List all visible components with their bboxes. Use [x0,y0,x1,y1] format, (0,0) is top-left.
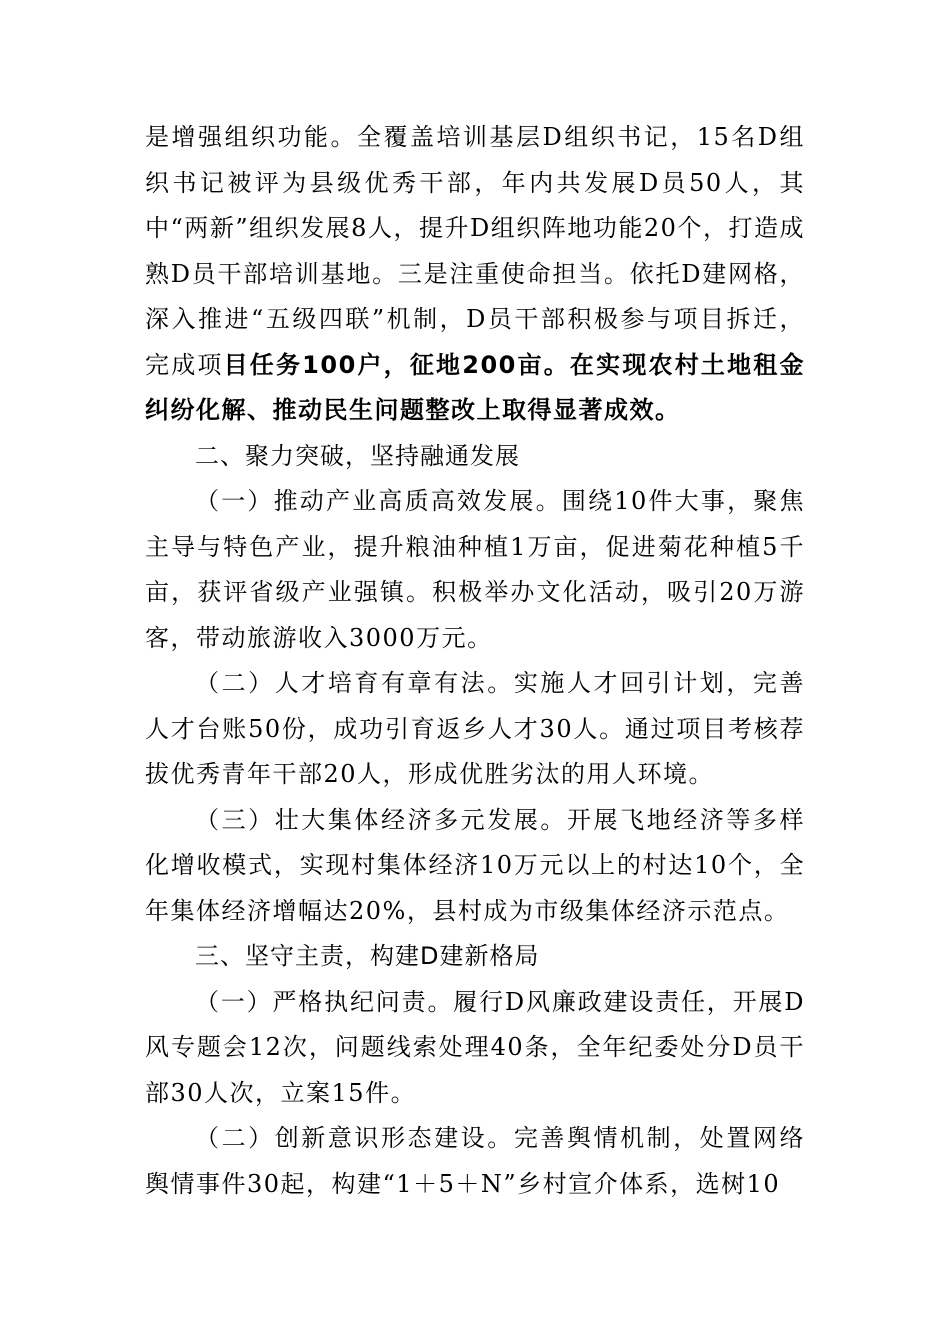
paragraph-industry: （一）推动产业高质高效发展。围绕10件大事，聚焦主导与特色产业，提升粮油种植1万亩，促进菊花种植5千亩，获评省级产业强镇。积极举办文化活动，吸引20万游客，带动旅游收入3000万元。 [145,487,805,652]
paragraph-text: 是增强组织功能。全覆盖培训基层D组织书记，15名D组织书记被评为县级优秀干部，年内共发展D员50人，其中“两新”组织发展8人，提升D组织阵地功能20个，打造成熟D员干部培训基地。三是注重使命担当。依托D建网格，深入推进“五级四联”机制，D员干部积极参与项目拆迁，完成项 [145,123,805,379]
section-heading-3: 三、坚守主责，构建D建新格局 [195,942,540,970]
paragraph-emphasis: 目任务100户，征地200亩。在实现农村土地租金纠纷化解、推动民生问题整改上取得显著成效。 [145,350,805,424]
paragraph-ideology: （二）创新意识形态建设。完善舆情机制，处置网络舆情事件30起，构建“1＋5＋N”乡村宣介体系，选树10 [145,1124,805,1198]
paragraph-collective-economy: （三）壮大集体经济多元发展。开展飞地经济等多样化增收模式，实现村集体经济10万元以上的村达10个，全年集体经济增幅达20%，县村成为市级集体经济示范点。 [145,805,805,925]
paragraph-organization [145,115,805,434]
document-body [145,115,805,1207]
paragraph-talent: （二）人才培育有章有法。实施人才回引计划，完善人才台账50份，成功引育返乡人才30人。通过项目考核荐拔优秀青年干部20人，形成优胜劣汰的用人环境。 [145,669,805,788]
section-heading-2: 二、聚力突破，坚持融通发展 [195,441,520,470]
paragraph-discipline: （一）严格执纪问责。履行D风廉政建设责任，开展D风专题会12次，问题线索处理40条，全年纪委处分D员干部30人次，立案15件。 [145,987,805,1107]
